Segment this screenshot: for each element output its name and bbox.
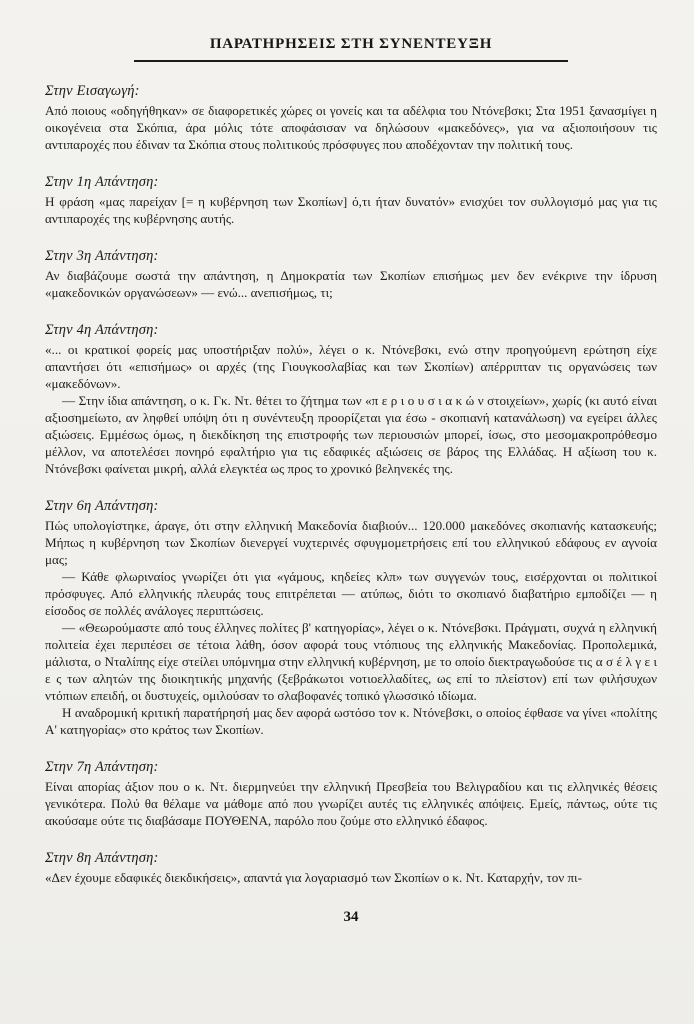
page-number: 34: [343, 909, 359, 925]
paragraph: Είναι απορίας άξιον που ο κ. Ντ. διερμηνεύει την ελληνική Πρεσβεία του Βελιγραδίου και τις ελληνικές θέσεις γενικότερα. Πολύ θα θέλαμε να μάθομε από που γνωρίζει αυτές τις ελληνικές απόψεις. Εμείς, πάντως, ούτε τις ακούσαμε ούτε τις διαβάσαμε ΠΟΥΘΕΝΑ, παρόλο που ζούμε στο ελληνικό έδαφος.: [45, 779, 657, 828]
page-footer: [45, 908, 657, 926]
section-answer-1: [45, 174, 657, 227]
section-answer-8: [45, 850, 657, 886]
paragraph: «Δεν έχουμε εδαφικές διεκδικήσεις», απαντά για λογαριασμό των Σκοπίων ο κ. Ντ. Καταρχήν, τον πι-: [45, 870, 582, 885]
paragraph: «... οι κρατικοί φορείς μας υποστήριξαν πολύ», λέγει ο κ. Ντόνεβσκι, ενώ στην προηγούμενη ερώτηση είχε απαντήσει ότι «επισήμως» οι αρχές (της Γιουγκοσλαβίας και των Σκοπίων) απέρριπταν τις οργανώσεις των «μακεδόνων».: [45, 342, 657, 391]
title-divider: [134, 60, 568, 62]
section-heading: Στην Εισαγωγή:: [45, 83, 140, 99]
paragraph: Η αναδρομική κριτική παρατήρησή μας δεν αφορά ωστόσο τον κ. Ντόνεβσκι, ο οποίος έφθασε να γίνει «πολίτης Α' κατηγορίας» στο κράτος των Σκοπίων.: [45, 705, 657, 737]
section-introduction: [45, 83, 657, 153]
paragraph: Πώς υπολογίστηκε, άραγε, ότι στην ελληνική Μακεδονία διαβιούν... 120.000 μακεδόνες σκοπιανής κατασκευής; Μήπως η κυβέρνηση των Σκοπίων διενεργεί νυχτερινές σφυγμομετρήσεις επί του ελληνικού εδάφους εν αγνοία μας;: [45, 518, 657, 567]
section-answer-6: [45, 498, 657, 738]
paragraph: Από ποιους «οδηγήθηκαν» σε διαφορετικές χώρες οι γονείς και τα αδέλφια του Ντόνεβσκι; Στα 1951 ξανασμίγει η οικογένεια στα Σκόπια, άρα μόλις τότε αποφάσισαν να δηλώσουν «μακεδόνες», για να αξιοποιήσουν τις αντιπαροχές που έδιναν τα Σκόπια στους πολιτικούς πρόσφυγες που αποδέχονταν την πολιτική τους.: [45, 103, 657, 152]
section-heading: Στην 7η Απάντηση:: [45, 759, 159, 775]
section-heading: Στην 3η Απάντηση:: [45, 248, 159, 264]
section-heading: Στην 4η Απάντηση:: [45, 322, 159, 338]
paragraph: — «Θεωρούμαστε από τους έλληνες πολίτες β' κατηγορίας», λέγει ο κ. Ντόνεβσκι. Πράγματι, συχνά η ελληνική πολιτεία έχει περιπέσει σε τέτοια λάθη, όσον αφορά τους ντόπιους της ελληνικής Μακεδονίας. Προπολεμικά, μάλιστα, ο Νταλίπης είχε στείλει υπόμνημα στην ελληνική κυβέρνηση, με το οποίο διεκτραγωδούσε τις α σ έ λ γ ε ι ε ς των αλητών της διοικητικής μηχανής (ξεβράκωτοι νοτιοελλαδίτες, ως επί το πλείστον) επί των φιλήσυχων ντόπιων επειδή, οι δυστυχείς, ομιλούσαν το σλαβοφανές τοπικό γλωσσικό ιδίωμα.: [45, 620, 657, 703]
paragraph: Η φράση «μας παρείχαν [= η κυβέρνηση των Σκοπίων] ό,τι ήταν δυνατόν» ενισχύει τον συλλογισμό μας για τις αντιπαροχές της κυβέρνησης αυτής.: [45, 194, 657, 226]
section-answer-3: [45, 248, 657, 301]
section-heading: Στην 6η Απάντηση:: [45, 498, 159, 514]
section-heading: Στην 1η Απάντηση:: [45, 174, 159, 190]
section-answer-7: [45, 759, 657, 829]
section-answer-4: [45, 322, 657, 477]
paragraph: — Κάθε φλωριναίος γνωρίζει ότι για «γάμους, κηδείες κλπ» των συγγενών τους, εισέρχονται οι πολιτικοί πρόσφυγες. Από ελληνικής πλευράς τους επιτρέπεται — ατύπως, διότι το σκοπιανό διαβατήριο εμποδίζει — η είσοδος σε πολλές ανάλογες περιπτώσεις.: [45, 569, 657, 618]
section-heading: Στην 8η Απάντηση:: [45, 850, 159, 866]
page-title: ΠΑΡΑΤΗΡΗΣΕΙΣ ΣΤΗ ΣΥΝΕΝΤΕΥΞΗ: [209, 36, 493, 52]
paragraph: — Στην ίδια απάντηση, ο κ. Γκ. Ντ. θέτει το ζήτημα των «π ε ρ ι ο υ σ ι α κ ώ ν στοιχείων», χωρίς (κι αυτό είναι αξιοσημείωτο, αν ληφθεί υπόψη ότι η συνέντευξη προορίζεται για έσω - σκοπιανή κατανάλωση) να εγείρει άλλες αξιώσεις. Εμμέσως όμως, η διεκδίκηση της επιστροφής των περιουσιών μπορεί, ίσως, στο μεσομακροπρόθεσμο μέλλον, να αποτελέσει πονηρό εφαλτήριο για τις εδαφικές αξιώσεις σε βάρος της Ελλάδας. Η αξίωση του κ. Ντόνεβσκι φαίνεται μικρή, αλλά ελεγκτέα ως προς το χρονικό βεληνεκές της.: [45, 393, 657, 476]
document-header: [45, 36, 657, 62]
paragraph: Αν διαβάζουμε σωστά την απάντηση, η Δημοκρατία των Σκοπίων επισήμως μεν δεν ενέκρινε την ίδρυση «μακεδονικών οργανώσεων» — ενώ... ανεπισήμως, τι;: [45, 268, 657, 300]
